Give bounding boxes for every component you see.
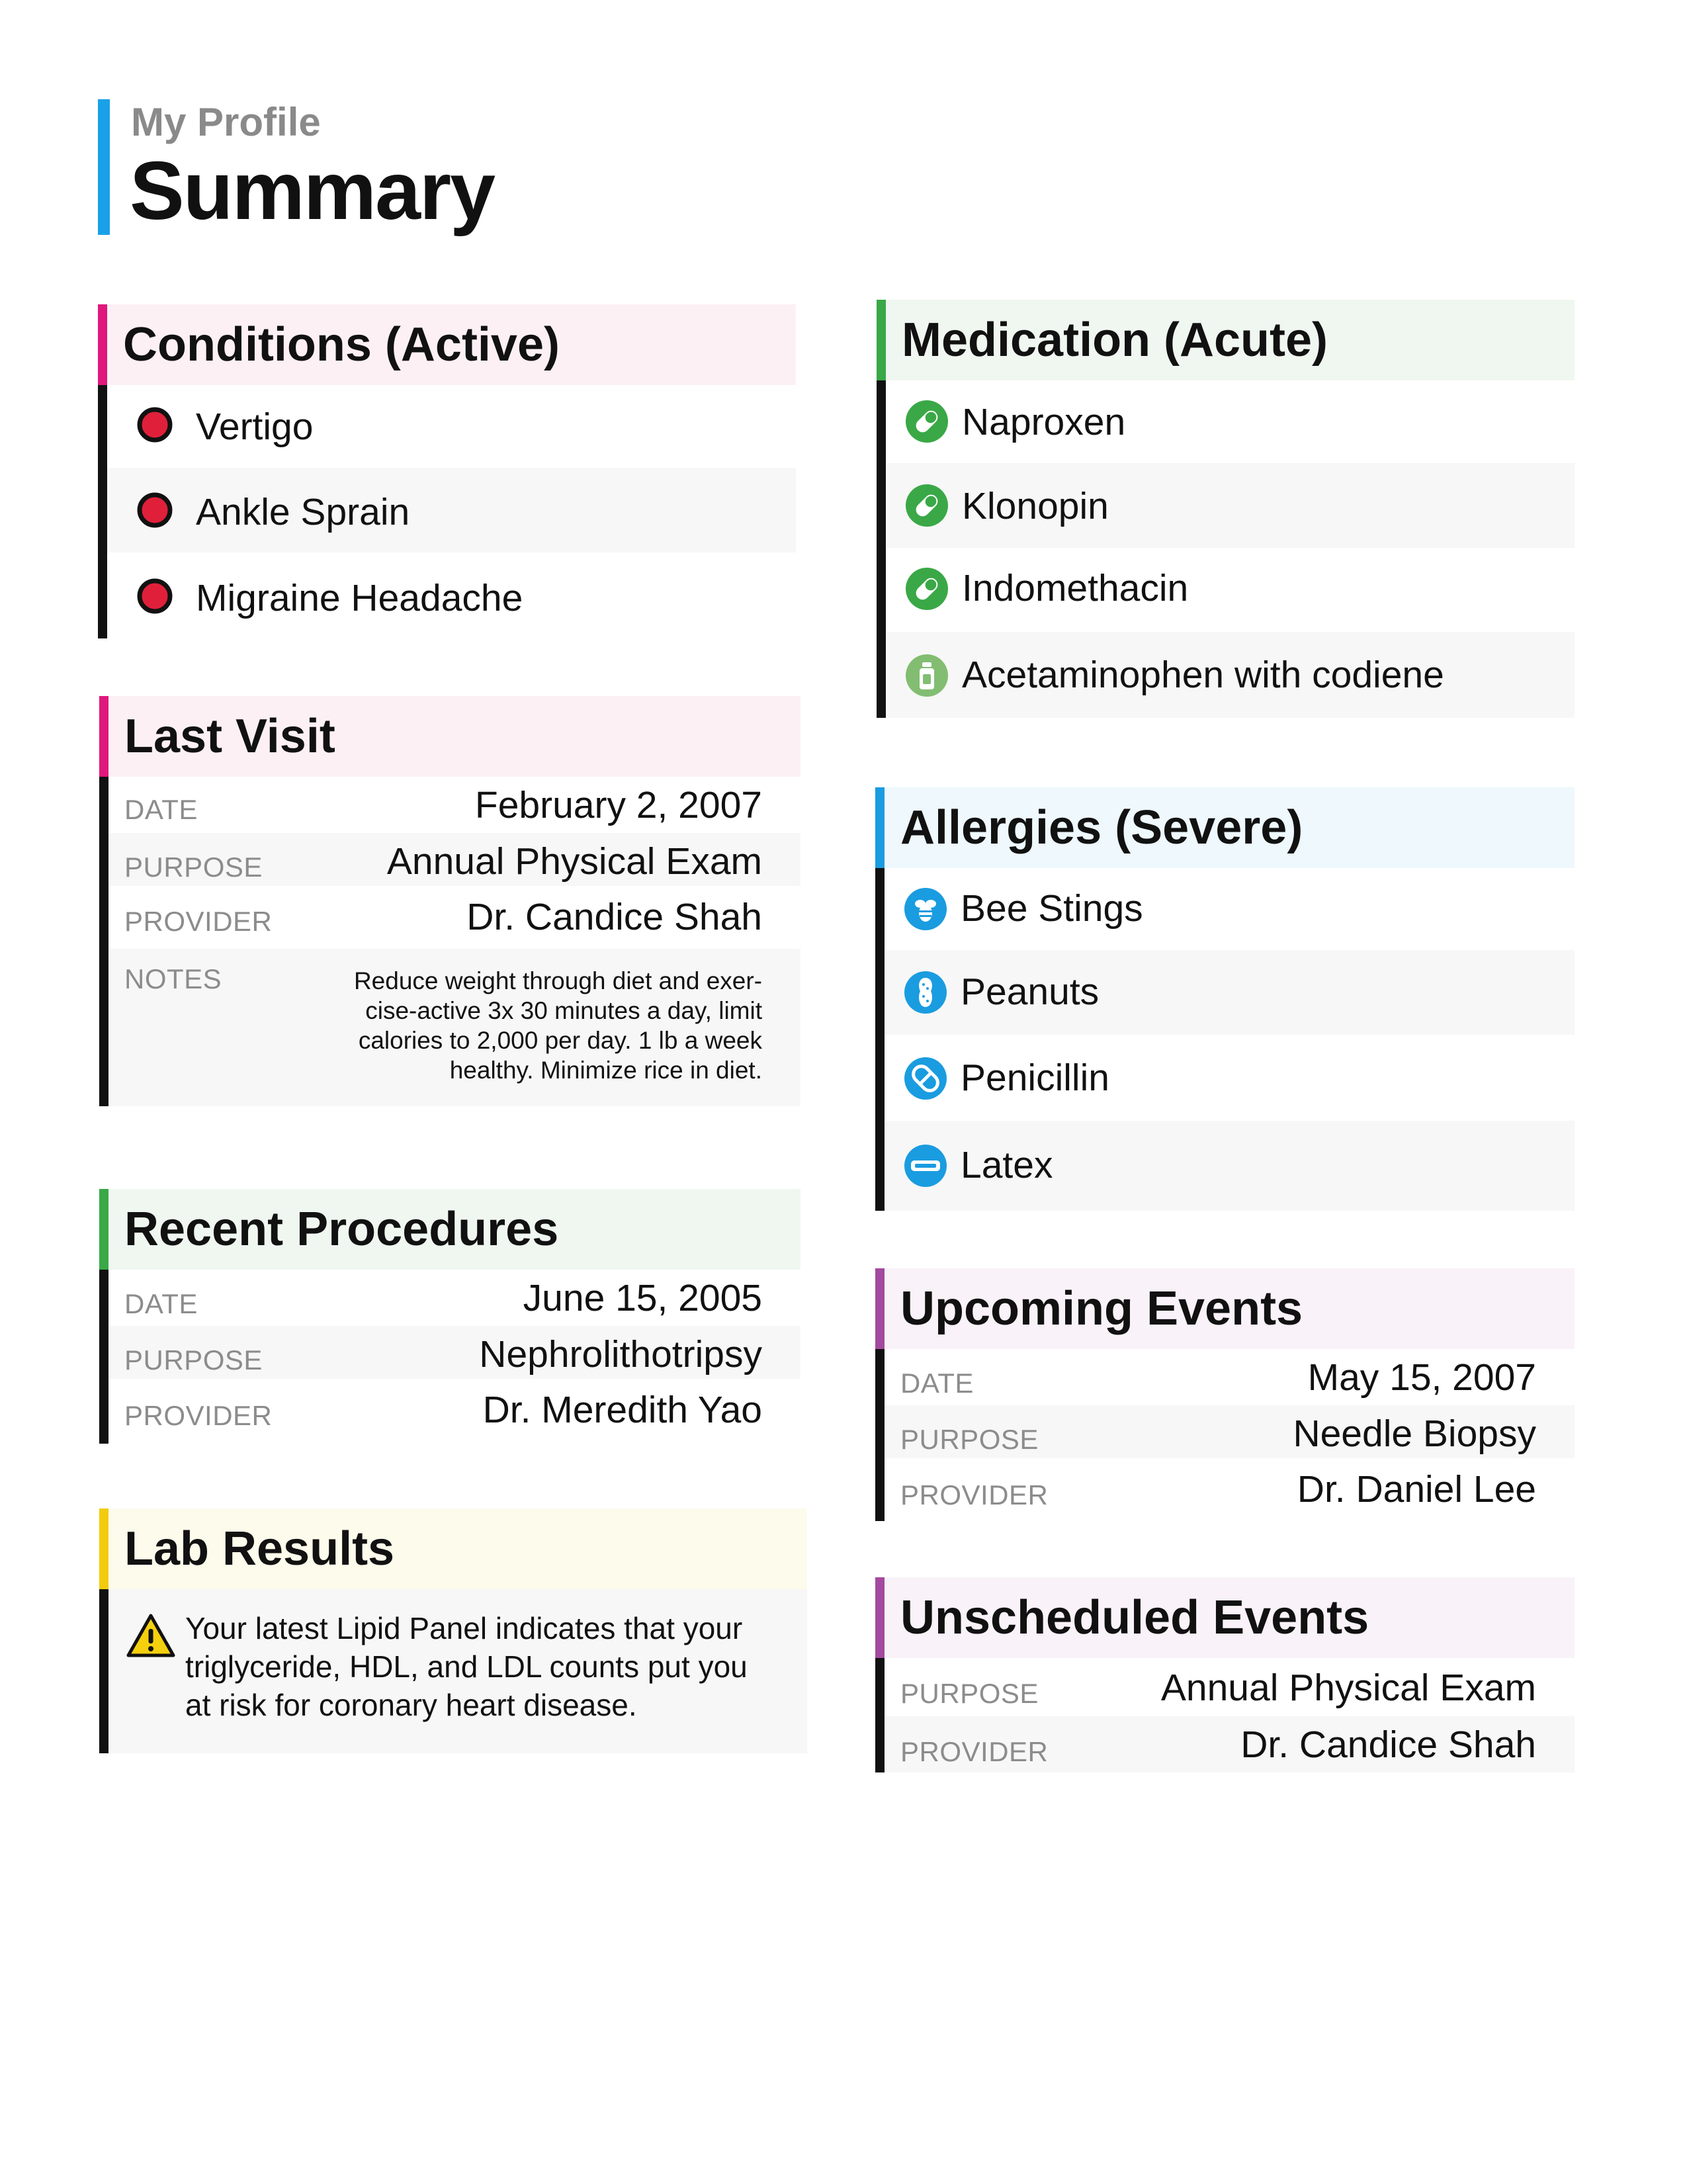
detail-row-provider [885, 1716, 1575, 1772]
allergy-item[interactable] [885, 868, 1575, 950]
detail-label: PURPOSE [900, 1678, 1039, 1709]
detail-label: PROVIDER [900, 1479, 1049, 1510]
detail-value: Dr. Candice Shah [466, 896, 762, 938]
condition-label: Ankle Sprain [196, 491, 410, 533]
medication-label: Acetaminophen with codiene [962, 654, 1444, 696]
conditions-card [98, 304, 796, 638]
unscheduled-events-card [875, 1577, 1575, 1772]
lab-results-accent [99, 1508, 108, 1589]
detail-label: PURPOSE [124, 852, 263, 883]
condition-item[interactable] [107, 468, 796, 552]
page-title: Summary [130, 146, 495, 237]
detail-row-purpose [885, 1405, 1575, 1458]
upcoming-events-accent [875, 1268, 885, 1349]
detail-value: June 15, 2005 [523, 1277, 762, 1319]
allergies-rule [875, 868, 885, 1211]
procedures-header [99, 1189, 800, 1270]
medication-item[interactable] [886, 380, 1575, 463]
detail-row-date [108, 777, 800, 833]
condition-label: Vertigo [196, 406, 314, 448]
procedures-title: Recent Procedures [124, 1203, 559, 1256]
warning-icon [126, 1613, 176, 1658]
allergy-item[interactable] [885, 1121, 1575, 1211]
allergy-label: Bee Stings [961, 887, 1143, 930]
unscheduled-events-rule [875, 1658, 885, 1772]
allergy-label: Peanuts [961, 971, 1100, 1013]
page-header [98, 99, 693, 235]
detail-row-purpose [885, 1658, 1575, 1716]
detail-row-provider [108, 1379, 800, 1444]
detail-label: PURPOSE [124, 1344, 263, 1376]
lab-results-rule [99, 1589, 108, 1753]
detail-value: Dr. Meredith Yao [482, 1389, 762, 1431]
detail-value: Needle Biopsy [1293, 1413, 1536, 1455]
detail-value: May 15, 2007 [1307, 1356, 1536, 1399]
allergy-item[interactable] [885, 950, 1575, 1035]
condition-item[interactable] [107, 552, 796, 638]
conditions-accent [98, 304, 107, 385]
detail-value: Dr. Candice Shah [1240, 1724, 1536, 1766]
lab-results-title: Lab Results [124, 1522, 395, 1575]
unscheduled-events-accent [875, 1577, 885, 1658]
lab-results-card [99, 1508, 807, 1753]
conditions-header [98, 304, 796, 385]
pill-icon [906, 484, 948, 527]
medication-label: Naproxen [962, 401, 1126, 443]
allergies-accent [875, 787, 885, 868]
upcoming-events-rule [875, 1349, 885, 1521]
condition-dot-icon [136, 406, 173, 443]
detail-row-provider [108, 886, 800, 949]
medication-accent [877, 300, 886, 380]
detail-row-purpose [108, 1326, 800, 1379]
last-visit-title: Last Visit [124, 710, 335, 763]
lab-line: triglyceride, HDL, and LDL counts put you [185, 1649, 748, 1684]
detail-label: NOTES [124, 963, 222, 994]
detail-label: PROVIDER [900, 1736, 1049, 1767]
detail-label: PROVIDER [124, 1400, 273, 1431]
last-visit-header [99, 696, 800, 777]
last-visit-rule [99, 777, 108, 1106]
conditions-rule [98, 385, 107, 638]
condition-dot-icon [136, 492, 173, 529]
lab-line: Your latest Lipid Panel indicates that your [185, 1611, 743, 1645]
upcoming-events-header [875, 1268, 1575, 1349]
detail-value: Nephrolithotripsy [479, 1333, 762, 1376]
detail-label: PROVIDER [124, 906, 273, 937]
lab-line: at risk for coronary heart disease. [185, 1688, 637, 1722]
allergy-label: Latex [961, 1144, 1053, 1186]
notes-line: calories to 2,000 per day. 1 lb a week [358, 1027, 762, 1054]
notes-line: cise-active 3x 30 minutes a day, limit [365, 997, 762, 1024]
bottle-icon [906, 654, 948, 697]
condition-label: Migraine Headache [196, 577, 523, 619]
allergies-header [875, 787, 1575, 868]
page-subtitle: My Profile [131, 100, 321, 144]
lab-results-message [185, 1609, 767, 1724]
detail-label: PURPOSE [900, 1424, 1039, 1455]
pill-icon [906, 568, 948, 610]
bee-icon [904, 888, 947, 930]
capsule-icon [904, 1057, 947, 1100]
condition-dot-icon [136, 578, 173, 615]
detail-label: DATE [124, 794, 198, 825]
allergy-item[interactable] [885, 1035, 1575, 1121]
detail-row-date [108, 1270, 800, 1326]
detail-row-notes [108, 949, 800, 1106]
conditions-title: Conditions (Active) [123, 318, 560, 371]
allergies-title: Allergies (Severe) [900, 801, 1303, 854]
unscheduled-events-title: Unscheduled Events [900, 1591, 1369, 1644]
pill-icon [906, 400, 948, 443]
header-accent-bar [98, 99, 110, 235]
medication-item[interactable] [886, 463, 1575, 548]
detail-row-provider [885, 1458, 1575, 1521]
medication-item[interactable] [886, 548, 1575, 632]
bandage-icon [904, 1145, 947, 1187]
lab-results-header [99, 1508, 807, 1589]
medication-title: Medication (Acute) [902, 314, 1328, 367]
notes-line: healthy. Minimize rice in diet. [449, 1057, 762, 1084]
detail-value: February 2, 2007 [474, 784, 762, 826]
procedures-accent [99, 1189, 108, 1270]
medication-label: Indomethacin [962, 567, 1189, 609]
upcoming-events-card [875, 1268, 1575, 1521]
detail-value: Annual Physical Exam [386, 840, 762, 883]
medication-card [877, 300, 1575, 718]
detail-label: DATE [900, 1368, 974, 1399]
allergies-card [875, 787, 1575, 1211]
detail-value: Dr. Daniel Lee [1297, 1468, 1536, 1510]
condition-item[interactable] [107, 385, 796, 468]
medication-rule [877, 380, 886, 718]
allergy-label: Penicillin [961, 1057, 1109, 1099]
notes-line: Reduce weight through diet and exer- [353, 967, 762, 994]
procedures-rule [99, 1270, 108, 1444]
visit-notes [286, 966, 762, 1085]
detail-row-purpose [108, 833, 800, 886]
medication-label: Klonopin [962, 485, 1109, 527]
detail-label: DATE [124, 1288, 198, 1319]
medication-item[interactable] [886, 632, 1575, 718]
unscheduled-events-header [875, 1577, 1575, 1658]
peanut-icon [904, 971, 947, 1014]
medication-header [877, 300, 1575, 380]
last-visit-card [99, 696, 800, 1106]
upcoming-events-title: Upcoming Events [900, 1282, 1303, 1335]
procedures-card [99, 1189, 800, 1444]
last-visit-accent [99, 696, 108, 777]
detail-value: Annual Physical Exam [1160, 1667, 1536, 1709]
detail-row-date [885, 1349, 1575, 1405]
